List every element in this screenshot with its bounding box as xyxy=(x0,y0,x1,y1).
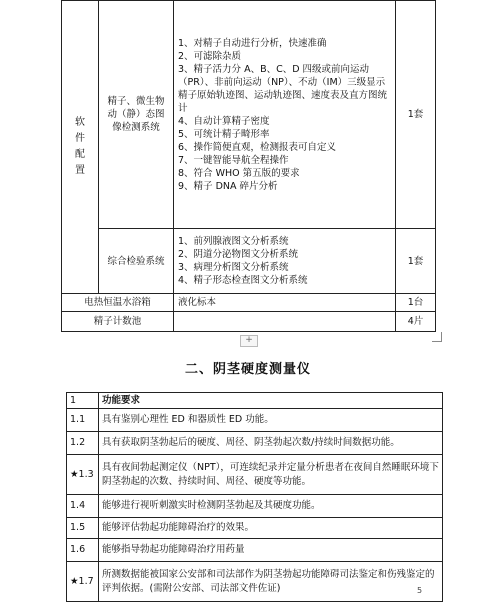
feature-list xyxy=(174,1,396,229)
list-item: 8、符合 WHO 第五版的要求 xyxy=(178,167,300,179)
table-row xyxy=(67,409,443,432)
star-mark-icon: ★ xyxy=(70,468,79,480)
item-number: ★1.3 xyxy=(67,455,99,495)
header-number: 1 xyxy=(67,393,99,409)
equipment-name: 精子计数池 xyxy=(62,312,174,332)
item-text: 能够进行视听刺激实时检测阴茎勃起及其硬度功能。 xyxy=(99,495,443,518)
item-text: 所测数据能被国家公安部和司法部作为阴茎勃起功能障碍司法鉴定和伤残鉴定的评判依据。(需附公安部、司法部文件佐证) xyxy=(99,562,443,602)
item-number: 1.4 xyxy=(67,495,99,518)
section-label-cell xyxy=(62,1,99,294)
feature-list xyxy=(174,229,396,294)
table-row xyxy=(67,539,443,562)
list-item: 2、可滤除杂质 xyxy=(178,50,242,62)
table-row xyxy=(67,518,443,539)
item-number: 1.1 xyxy=(67,409,99,432)
list-item: 3、精子活力分 A、B、C、D 四级或前向运动（PR）、非前向运动（NP）、不动（IM）三级显示精子原始轨迹图、运动轨迹图、速度表及直方图统计 xyxy=(178,63,388,114)
equipment-desc: 液化标本 xyxy=(174,294,396,312)
table-row xyxy=(62,312,436,332)
quantity: 1台 xyxy=(396,294,436,312)
software-config-table xyxy=(61,0,436,332)
list-item: 4、精子形态检查图文分析系统 xyxy=(178,275,308,286)
table-row xyxy=(62,294,436,312)
list-item: 7、一键智能导航全程操作 xyxy=(178,154,289,166)
list-item: 4、自动计算精子密度 xyxy=(178,115,270,127)
item-number: ★1.7 xyxy=(67,562,99,602)
table-row xyxy=(67,432,443,455)
item-text: 能够指导勃起功能障碍治疗用药量 xyxy=(99,539,443,562)
list-item: 1、前列腺液图文分析系统 xyxy=(178,236,289,247)
system-name: 综合检验系统 xyxy=(99,229,174,294)
list-item: 5、可统计精子畸形率 xyxy=(178,128,270,140)
item-number: 1.6 xyxy=(67,539,99,562)
table-row xyxy=(62,229,436,294)
section-label: 软件配置 xyxy=(75,117,85,176)
system-name: 精子、微生物动（静）态图像检测系统 xyxy=(99,1,174,229)
list-item: 9、精子 DNA 碎片分析 xyxy=(178,180,278,192)
table-row xyxy=(67,495,443,518)
item-text: 具有鉴别心理性 ED 和器质性 ED 功能。 xyxy=(99,409,443,432)
function-requirements-table xyxy=(66,392,443,602)
page-number: 5 xyxy=(417,586,423,595)
list-item: 1、对精子自动进行分析，快速准确 xyxy=(178,37,327,49)
table-row xyxy=(67,455,443,495)
item-number: 1.5 xyxy=(67,518,99,539)
table-row xyxy=(67,562,443,602)
item-text: 能够评估勃起功能障碍治疗的效果。 xyxy=(99,518,443,539)
item-number: 1.2 xyxy=(67,432,99,455)
list-item: 3、病理分析图文分析系统 xyxy=(178,262,289,273)
list-item: 6、操作简便直观，检测报表可自定义 xyxy=(178,141,337,153)
equipment-name: 电热恒温水浴箱 xyxy=(62,294,174,312)
table-row xyxy=(62,1,436,229)
quantity: 1套 xyxy=(396,1,436,229)
table-resize-handle[interactable] xyxy=(432,332,442,342)
item-text: 具有获取阴茎勃起后的硬度、周径、阴茎勃起次数/持续时间数据功能。 xyxy=(99,432,443,455)
table-header-row xyxy=(67,393,443,409)
quantity: 1套 xyxy=(396,229,436,294)
equipment-desc xyxy=(174,312,396,332)
section-title: 二、阴茎硬度测量仪 xyxy=(184,362,311,377)
add-row-button[interactable]: + xyxy=(240,335,258,347)
item-text: 具有夜间勃起测定仪（NPT），可连续纪录并定量分析患者在夜间自然睡眠环境下阴茎勃起的次数、持续时间、周径、硬度等功能。 xyxy=(99,455,443,495)
header-title: 功能要求 xyxy=(99,393,443,409)
quantity: 4片 xyxy=(396,312,436,332)
star-mark-icon: ★ xyxy=(70,575,79,587)
list-item: 2、阴道分泌物图文分析系统 xyxy=(178,249,299,260)
